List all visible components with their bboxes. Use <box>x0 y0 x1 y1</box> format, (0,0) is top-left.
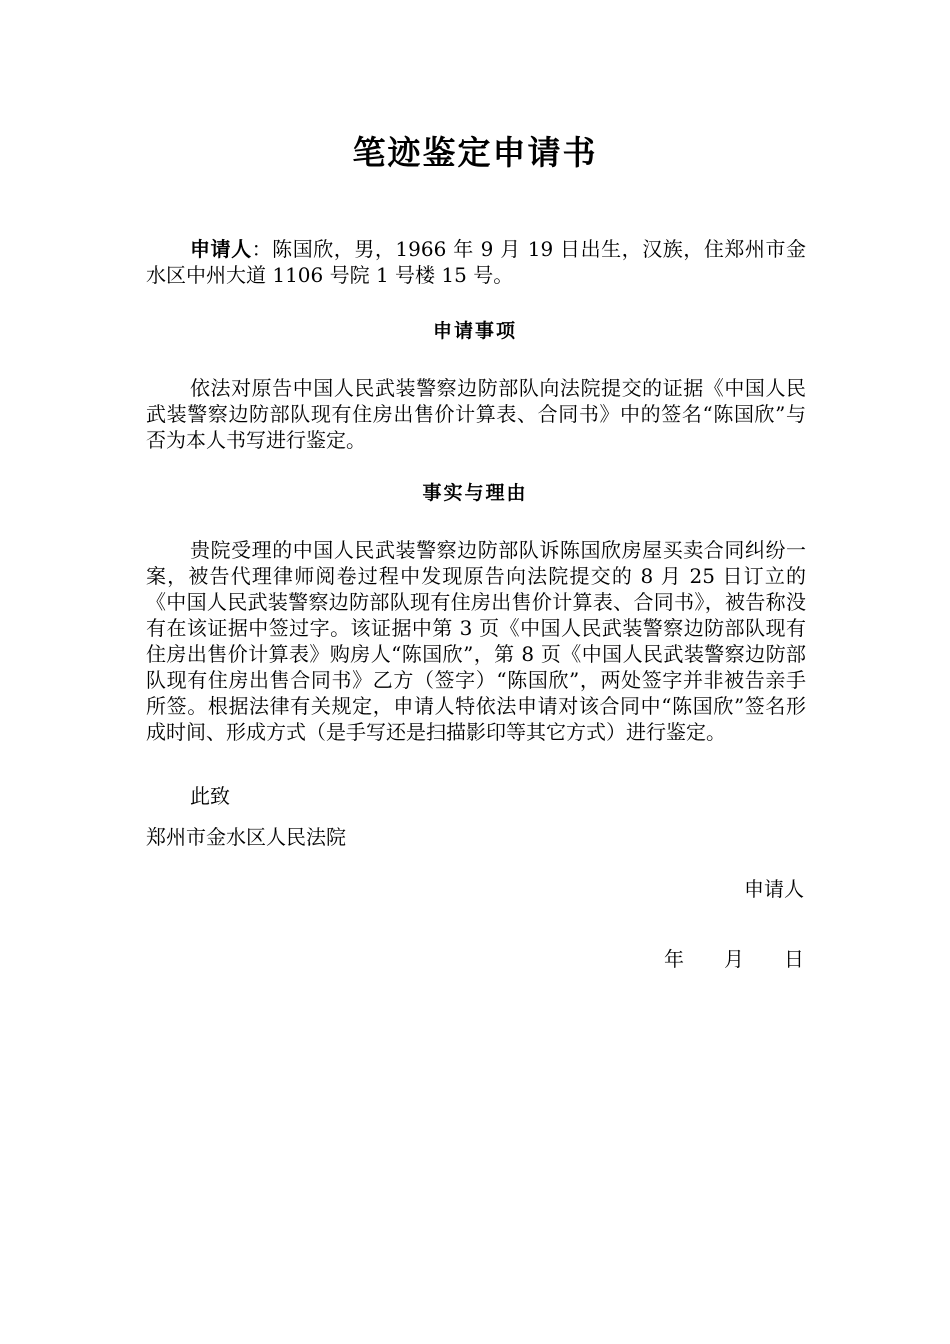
recipient-court: 郑州市金水区人民法院 <box>146 825 346 849</box>
date-year: 年 <box>664 947 684 971</box>
document-title: 笔迹鉴定申请书 <box>352 133 598 172</box>
signature-label: 申请人 <box>744 877 804 901</box>
applicant-text: 陈国欣，男，1966 年 9 月 19 日出生，汉族，住郑州市金水区中州大道 1106 号院 1 号楼 15 号。 <box>146 237 807 287</box>
date-line <box>664 946 804 972</box>
section-heading-request: 申请事项 <box>432 320 517 342</box>
closing-text: 此致 <box>190 784 230 808</box>
date-day: 日 <box>784 947 804 971</box>
applicant-label: 申请人 <box>190 237 252 261</box>
facts-paragraph: 贵院受理的中国人民武装警察边防部队诉陈国欣房屋买卖合同纠纷一案，被告代理律师阅卷过程中发现原告向法院提交的 8 月 25 日订立的《中国人民武装警察边防部队现有住房出售价计算表、合同书》，被告称没有在该证据中签过字。该证据中第 3 页《中国人民武装警察边防部队现有住房出售价计算表》购房人“陈国欣”，第 8 页《中国人民武装警察边防部队现有住房出售合同书》乙方（签字）“陈国欣”，两处签字并非被告亲手所签。根据法律有关规定，申请人特依法申请对该合同中“陈国欣”签名形成时间、形成方式（是手写还是扫描影印等其它方式）进行鉴定。 <box>146 538 806 744</box>
section-heading-facts: 事实与理由 <box>422 482 528 504</box>
request-paragraph: 依法对原告中国人民武装警察边防部队向法院提交的证据《中国人民武装警察边防部队现有住房出售价计算表、合同书》中的签名“陈国欣”与否为本人书写进行鉴定。 <box>146 376 806 452</box>
date-month: 月 <box>724 947 744 971</box>
applicant-paragraph <box>146 236 806 288</box>
applicant-colon: ： <box>251 237 273 261</box>
